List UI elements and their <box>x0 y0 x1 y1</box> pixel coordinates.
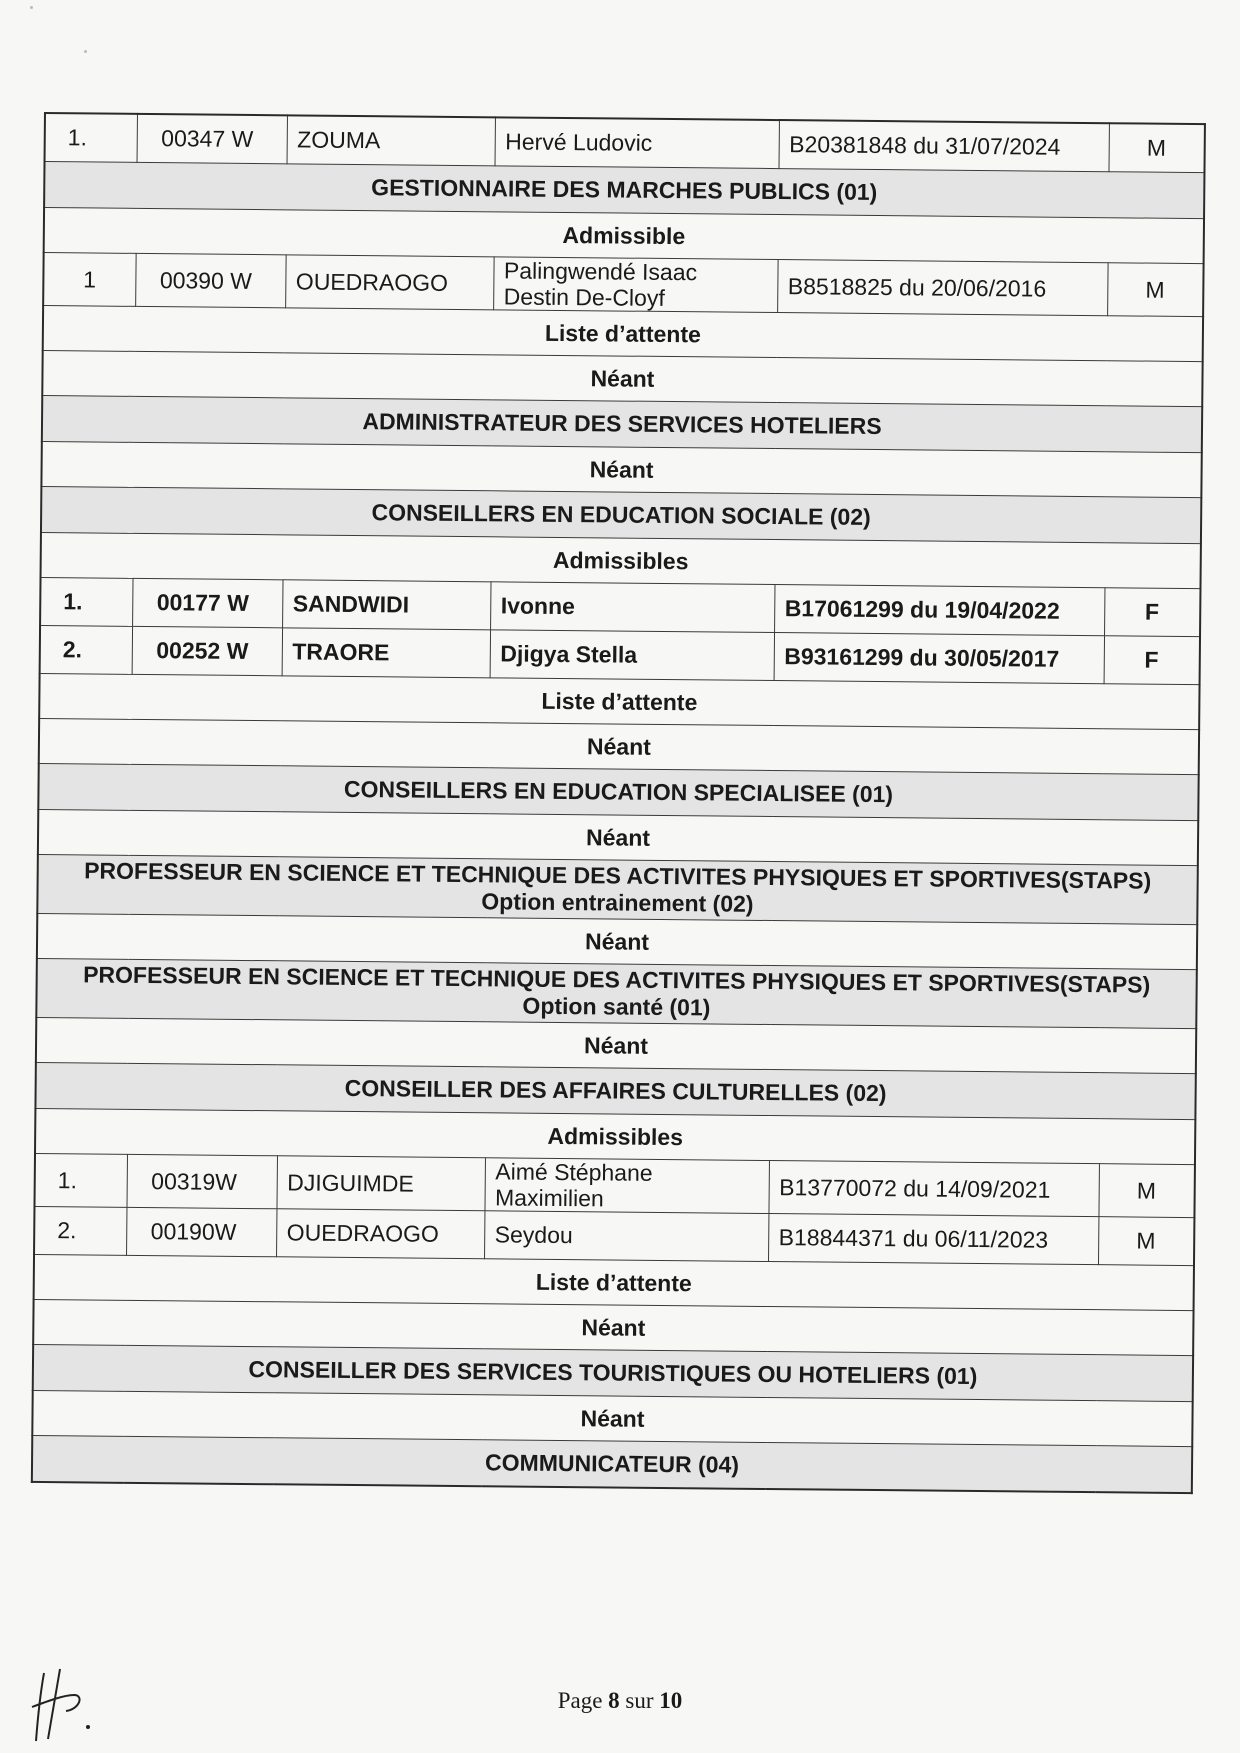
matricule-cell: 00252 W <box>132 626 282 675</box>
page-sur-label: sur <box>625 1688 654 1713</box>
row-number-cell: 1. <box>40 577 132 626</box>
status-label: Néant <box>36 1017 1196 1073</box>
id-document-cell: B93161299 du 30/05/2017 <box>774 633 1104 684</box>
given-names-cell: Palingwendé Isaac Destin De-Cloyf <box>493 257 777 313</box>
row-number-cell: 2. <box>40 625 132 674</box>
sex-cell: M <box>1098 1164 1195 1218</box>
given-names-cell: Hervé Ludovic <box>495 117 779 168</box>
id-document-cell: B18844371 du 06/11/2023 <box>768 1214 1098 1265</box>
page-number: 8 <box>608 1688 620 1713</box>
results-table-container <box>31 112 1204 1494</box>
section-title: PROFESSEUR EN SCIENCE ET TECHNIQUE DES ACTIVITES PHYSIQUES ET SPORTIVES(STAPS) Option entrainement (02) <box>37 854 1198 924</box>
sex-cell: M <box>1108 123 1204 172</box>
matricule-cell: 00319W <box>126 1154 277 1208</box>
section-title: CONSEILLER DES AFFAIRES CULTURELLES (02) <box>35 1062 1195 1119</box>
given-names-cell: Aimé Stéphane Maximilien <box>484 1158 768 1214</box>
status-label: Liste d’attente <box>34 1254 1194 1310</box>
status-label: Néant <box>37 913 1197 969</box>
status-label: Liste d’attente <box>43 306 1203 362</box>
section-title: COMMUNICATEUR (04) <box>32 1435 1192 1493</box>
id-document-cell: B8518825 du 20/06/2016 <box>777 260 1107 316</box>
matricule-cell: 00390 W <box>135 253 286 307</box>
given-names-cell: Ivonne <box>490 582 774 633</box>
status-label: Néant <box>39 718 1199 774</box>
status-label: Néant <box>33 1299 1193 1355</box>
section-title: PROFESSEUR EN SCIENCE ET TECHNIQUE DES ACTIVITES PHYSIQUES ET SPORTIVES(STAPS) Option santé (01) <box>36 958 1197 1028</box>
page-footer <box>0 1688 1240 1714</box>
status-label: Néant <box>42 350 1202 406</box>
status-label: Liste d’attente <box>39 673 1199 729</box>
scan-speck <box>30 6 33 9</box>
given-names-cell: Djigya Stella <box>490 630 774 681</box>
page-label: Page <box>557 1688 603 1713</box>
matricule-cell: 00347 W <box>137 114 287 164</box>
surname-cell: OUEDRAOGO <box>276 1209 484 1259</box>
row-number-cell: 1. <box>45 113 137 162</box>
surname-cell: SANDWIDI <box>282 580 490 630</box>
status-label: Néant <box>41 441 1201 497</box>
matricule-cell: 00190W <box>126 1207 276 1256</box>
page-total: 10 <box>659 1688 683 1713</box>
section-title: CONSEILLERS EN EDUCATION SOCIALE (02) <box>41 486 1201 543</box>
id-document-cell: B17061299 du 19/04/2022 <box>774 585 1104 636</box>
sex-cell: M <box>1107 263 1204 317</box>
section-title: CONSEILLER DES SERVICES TOURISTIQUES OU HOTELIERS (01) <box>33 1344 1193 1401</box>
status-label: Néant <box>38 809 1198 865</box>
scan-speck <box>84 50 87 53</box>
row-number-cell: 2. <box>34 1206 126 1255</box>
section-title: GESTIONNAIRE DES MARCHES PUBLICS (01) <box>44 162 1204 219</box>
results-table <box>31 112 1206 1494</box>
row-number-cell: 1. <box>34 1153 127 1207</box>
section-header-row <box>32 1435 1192 1493</box>
section-title: ADMINISTRATEUR DES SERVICES HOTELIERS <box>42 395 1202 452</box>
id-document-cell: B20381848 du 31/07/2024 <box>778 120 1108 172</box>
section-header-row <box>37 854 1198 924</box>
surname-cell: TRAORE <box>282 628 490 678</box>
surname-cell: ZOUMA <box>287 115 495 165</box>
status-label: Admissibles <box>35 1108 1195 1164</box>
status-label: Admissibles <box>41 532 1201 588</box>
status-label: Néant <box>32 1390 1192 1446</box>
results-table-body <box>32 113 1205 1493</box>
section-title: CONSEILLERS EN EDUCATION SPECIALISEE (01) <box>38 763 1198 820</box>
sex-cell: F <box>1104 588 1200 637</box>
sex-cell: M <box>1098 1217 1194 1266</box>
section-header-row <box>36 958 1197 1028</box>
surname-cell: DJIGUIMDE <box>276 1156 484 1211</box>
given-names-cell: Seydou <box>484 1211 768 1262</box>
status-label: Admissible <box>44 208 1204 264</box>
sex-cell: F <box>1104 636 1200 685</box>
row-number-cell: 1 <box>43 253 136 307</box>
id-document-cell: B13770072 du 14/09/2021 <box>768 1161 1098 1217</box>
matricule-cell: 00177 W <box>132 578 282 627</box>
surname-cell: OUEDRAOGO <box>285 255 493 310</box>
